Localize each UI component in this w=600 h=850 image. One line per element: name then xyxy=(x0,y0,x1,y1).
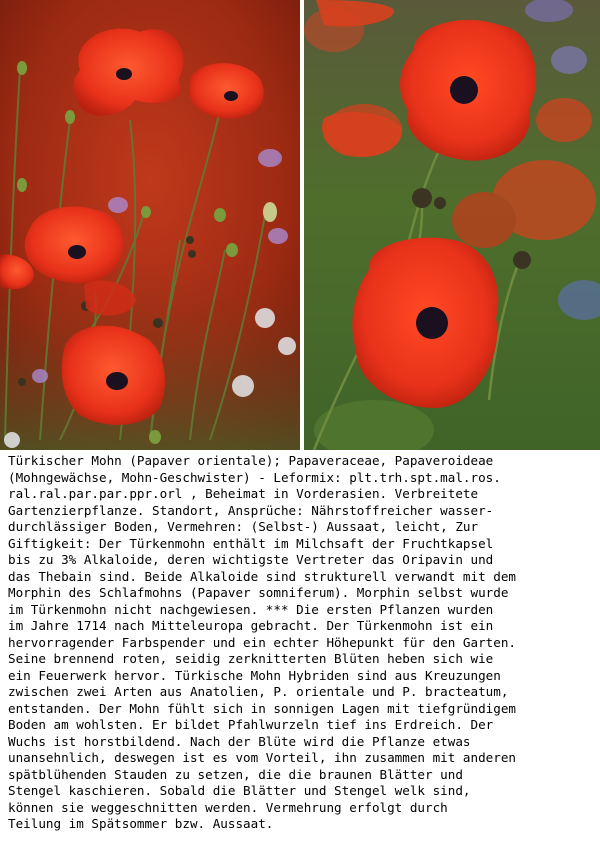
caption-line: (Mohngewächse, Mohn-Geschwister) - Leformix: plt.trh.spt.mal.ros. xyxy=(8,469,501,485)
caption-line: zwischen zwei Arten aus Anatolien, P. orientale und P. bracteatum, xyxy=(8,684,509,699)
caption-line: Gartenzierpflanze. Standort, Ansprüche: Nährstoffreicher wasser- xyxy=(8,502,494,518)
poppy-photo-left xyxy=(0,0,300,450)
caption-line: können sie weggeschnitten werden. Vermehrung erfolgt durch xyxy=(8,799,448,815)
poppy-photo-left-image xyxy=(0,0,300,450)
caption-line: Boden am wohlsten. Er bildet Pfahlwurzeln tief ins Erdreich. Der xyxy=(8,717,494,732)
caption-line: bis zu 3% Alkaloide, deren wichtigste Vertreter das Oripavin und xyxy=(8,552,494,567)
caption-line: entstanden. Der Mohn fühlt sich in sonnigen Lagen mit tiefgründigem xyxy=(8,700,516,716)
caption-line: Giftigkeit: Der Türkenmohn enthält im Milchsaft der Fruchtkapsel xyxy=(8,535,494,551)
caption-line: ein Feuerwerk hervor. Türkische Mohn Hybriden sind aus Kreuzungen xyxy=(8,667,501,683)
caption-line: das Thebain sind. Beide Alkaloide sind strukturell verwandt mit dem xyxy=(8,568,516,584)
caption-line: spätblühenden Stauden zu setzen, die die braunen Blätter und xyxy=(8,766,463,782)
caption-line: durchlässiger Boden, Vermehren: (Selbst-) Aussaat, leicht, Zur xyxy=(8,519,479,534)
caption-line: im Jahre 1714 nach Mitteleuropa gebracht. Der Türkenmohn ist ein xyxy=(8,618,494,633)
caption-line: Seine brennend roten, seidig zerknitterten Blüten heben sich wie xyxy=(8,651,494,666)
caption-line: Türkischer Mohn (Papaver orientale); Papaveraceae, Papaveroideae xyxy=(8,453,494,468)
caption-line: Wuchs ist horstbildend. Nach der Blüte wird die Pflanze etwas xyxy=(8,733,471,749)
caption-line: Teilung im Spätsommer bzw. Aussaat. xyxy=(8,816,274,831)
caption-line: Stengel kaschieren. Sobald die Blätter und Stengel welk sind, xyxy=(8,783,471,798)
caption-line: Morphin des Schlafmohns (Papaver somniferum). Morphin selbst wurde xyxy=(8,585,509,600)
poppy-photo-right xyxy=(304,0,600,450)
caption-text xyxy=(8,453,598,833)
caption-line: hervorragender Farbspender und ein echter Höhepunkt für den Garten. xyxy=(8,634,516,650)
caption-line: unansehnlich, deswegen ist es vom Vorteil, ihn zusammen mit anderen xyxy=(8,750,516,765)
poppy-photo-right-image xyxy=(304,0,600,450)
caption-line: ral.ral.par.par.ppr.orl , Beheimat in Vorderasien. Verbreitete xyxy=(8,486,479,501)
caption-line: im Türkenmohn nicht nachgewiesen. *** Die ersten Pflanzen wurden xyxy=(8,601,494,617)
